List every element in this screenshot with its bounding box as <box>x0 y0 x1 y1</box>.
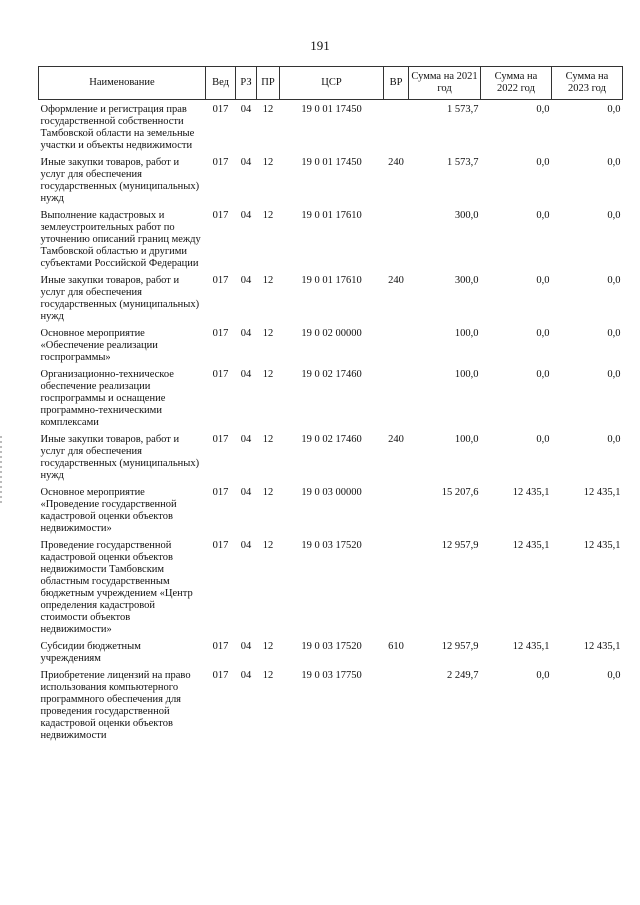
row-sum-2022: 12 435,1 <box>512 540 550 551</box>
row-sum-2022: 0,0 <box>536 369 550 380</box>
row-ved: 017 <box>212 210 229 221</box>
row-csr: 19 0 02 17460 <box>301 434 362 445</box>
table-row <box>39 271 623 324</box>
row-vr <box>384 483 409 536</box>
row-pr: 12 <box>262 275 274 286</box>
row-name: Субсидии бюджетным учреждениям <box>40 641 141 664</box>
row-ved: 017 <box>212 104 229 115</box>
row-sum-2021: 12 957,9 <box>441 540 479 551</box>
row-ved: 017 <box>212 487 229 498</box>
row-vr <box>384 100 409 154</box>
table-body <box>39 100 623 744</box>
row-csr: 19 0 03 00000 <box>301 487 362 498</box>
row-pr: 12 <box>262 641 274 652</box>
row-name: Приобретение лицензий на право использования компьютерного программного обеспечения для проведения государственной кадастровой оценки объектов недвижимости <box>40 670 191 741</box>
row-ved: 017 <box>212 328 229 339</box>
row-sum-2023: 0,0 <box>607 275 621 286</box>
row-sum-2021: 2 249,7 <box>447 670 479 681</box>
row-rz: 04 <box>240 157 252 168</box>
row-pr: 12 <box>262 210 274 221</box>
row-rz: 04 <box>240 670 252 681</box>
row-sum-2023: 0,0 <box>607 104 621 115</box>
table-header <box>39 67 623 100</box>
header-sum-2023: Сумма на 2023 год <box>552 67 623 100</box>
row-ved: 017 <box>212 369 229 380</box>
table-row <box>39 100 623 154</box>
row-ved: 017 <box>212 670 229 681</box>
row-sum-2023: 0,0 <box>607 328 621 339</box>
row-pr: 12 <box>262 104 274 115</box>
row-sum-2021: 100,0 <box>454 434 479 445</box>
row-name: Проведение государственной кадастровой оценки объектов недвижимости Тамбовским областным государственным бюджетным учреждением «Центр определения кадастровой стоимости объектов недвижимости» <box>40 540 193 635</box>
row-sum-2022: 12 435,1 <box>512 487 550 498</box>
row-pr: 12 <box>262 434 274 445</box>
header-name: Наименование <box>39 67 206 100</box>
header-ved: Вед <box>206 67 236 100</box>
row-vr: 610 <box>388 641 404 652</box>
row-sum-2021: 300,0 <box>454 210 479 221</box>
row-ved: 017 <box>212 641 229 652</box>
row-csr: 19 0 03 17750 <box>301 670 362 681</box>
row-sum-2022: 12 435,1 <box>512 641 550 652</box>
table-row <box>39 666 623 743</box>
row-pr: 12 <box>262 328 274 339</box>
table-row <box>39 430 623 483</box>
row-sum-2023: 0,0 <box>607 157 621 168</box>
row-rz: 04 <box>240 210 252 221</box>
header-pr: ПР <box>257 67 280 100</box>
row-sum-2021: 100,0 <box>454 369 479 380</box>
row-vr: 240 <box>388 157 404 168</box>
header-sum-2021: Сумма на 2021 год <box>409 67 481 100</box>
row-sum-2023: 0,0 <box>607 434 621 445</box>
row-sum-2023: 12 435,1 <box>583 487 621 498</box>
header-sum-2022: Сумма на 2022 год <box>481 67 552 100</box>
row-sum-2023: 12 435,1 <box>583 540 621 551</box>
row-csr: 19 0 01 17610 <box>301 275 362 286</box>
row-ved: 017 <box>212 540 229 551</box>
row-sum-2021: 100,0 <box>454 328 479 339</box>
row-pr: 12 <box>262 540 274 551</box>
row-csr: 19 0 03 17520 <box>301 641 362 652</box>
row-csr: 19 0 01 17450 <box>301 157 362 168</box>
row-vr <box>384 324 409 365</box>
row-sum-2021: 12 957,9 <box>441 641 479 652</box>
row-sum-2021: 15 207,6 <box>441 487 479 498</box>
row-name: Основное мероприятие «Обеспечение реализации госпрограммы» <box>40 328 158 363</box>
row-rz: 04 <box>240 641 252 652</box>
row-pr: 12 <box>262 487 274 498</box>
row-ved: 017 <box>212 275 229 286</box>
row-vr: 240 <box>388 275 404 286</box>
table-row <box>39 153 623 206</box>
row-sum-2021: 1 573,7 <box>447 104 479 115</box>
row-pr: 12 <box>262 369 274 380</box>
row-name: Оформление и регистрация прав государственной собственности Тамбовской области на земельные участки и объекты недвижимости <box>40 104 195 151</box>
row-ved: 017 <box>212 157 229 168</box>
page-number: 191 <box>310 38 330 53</box>
budget-table <box>38 66 623 743</box>
row-sum-2023: 12 435,1 <box>583 641 621 652</box>
row-vr <box>384 365 409 430</box>
row-sum-2021: 1 573,7 <box>447 157 479 168</box>
row-vr <box>384 206 409 271</box>
row-name: Иные закупки товаров, работ и услуг для обеспечения государственных (муниципальных) нужд <box>40 434 200 481</box>
row-name: Основное мероприятие «Проведение государственной кадастровой оценки объектов недвижимости» <box>40 487 177 534</box>
row-csr: 19 0 01 17610 <box>301 210 362 221</box>
row-name: Иные закупки товаров, работ и услуг для обеспечения государственных (муниципальных) нужд <box>40 275 200 322</box>
row-rz: 04 <box>240 369 252 380</box>
row-csr: 19 0 01 17450 <box>301 104 362 115</box>
row-ved: 017 <box>212 434 229 445</box>
row-rz: 04 <box>240 275 252 286</box>
row-sum-2022: 0,0 <box>536 104 550 115</box>
table-row <box>39 483 623 536</box>
row-pr: 12 <box>262 157 274 168</box>
row-rz: 04 <box>240 540 252 551</box>
row-sum-2023: 0,0 <box>607 670 621 681</box>
row-name: Иные закупки товаров, работ и услуг для обеспечения государственных (муниципальных) нужд <box>40 157 200 204</box>
header-rz: РЗ <box>236 67 257 100</box>
row-sum-2022: 0,0 <box>536 434 550 445</box>
row-sum-2023: 0,0 <box>607 210 621 221</box>
row-csr: 19 0 02 00000 <box>301 328 362 339</box>
row-name: Организационно-техническое обеспечение реализации госпрограммы и оснащение программно-техническими комплексами <box>40 369 174 428</box>
table-row <box>39 536 623 637</box>
row-pr: 12 <box>262 670 274 681</box>
row-sum-2022: 0,0 <box>536 157 550 168</box>
table-row <box>39 637 623 666</box>
scan-margin-mark <box>0 436 2 506</box>
row-vr <box>384 536 409 637</box>
row-rz: 04 <box>240 487 252 498</box>
row-vr <box>384 666 409 743</box>
row-sum-2022: 0,0 <box>536 275 550 286</box>
table-row <box>39 365 623 430</box>
row-sum-2022: 0,0 <box>536 670 550 681</box>
row-sum-2021: 300,0 <box>454 275 479 286</box>
row-vr: 240 <box>388 434 404 445</box>
row-name: Выполнение кадастровых и землеустроительных работ по уточнению описаний границ между Тамбовской областью и другими субъектами Российской Федерации <box>40 210 201 269</box>
table-row <box>39 206 623 271</box>
header-csr: ЦСР <box>280 67 384 100</box>
row-rz: 04 <box>240 434 252 445</box>
row-sum-2023: 0,0 <box>607 369 621 380</box>
table-row <box>39 324 623 365</box>
row-csr: 19 0 02 17460 <box>301 369 362 380</box>
row-rz: 04 <box>240 328 252 339</box>
row-sum-2022: 0,0 <box>536 210 550 221</box>
row-sum-2022: 0,0 <box>536 328 550 339</box>
row-rz: 04 <box>240 104 252 115</box>
header-vr: ВР <box>384 67 409 100</box>
row-csr: 19 0 03 17520 <box>301 540 362 551</box>
